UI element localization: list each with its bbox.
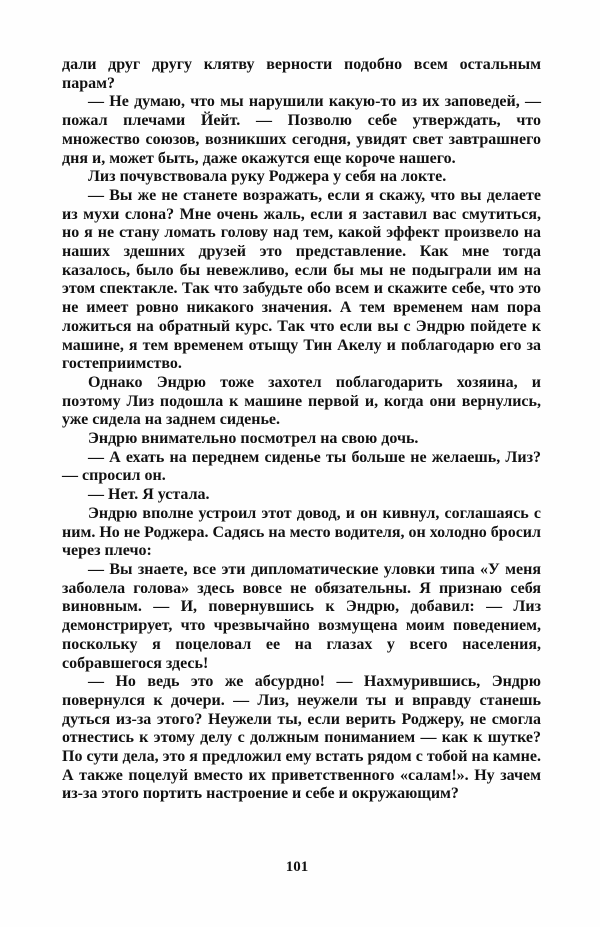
paragraph: — Нет. Я устала. [88, 486, 210, 504]
paragraph: — Но ведь это же абсурдно! — Нахмурившись, Эндрю повернулся к дочери. — Лиз, неужели ты и вправду станешь дуться из-за этого? Неужели ты, если верить Роджеру, не смогла отнестись к этому делу с должным пониманием — как к шутке? По сути дела, это я предложил ему встать рядом с тобой на камне. А также поцелуй вместо их приветственного «салам!». Ну зачем из-за этого портить настроение и себе и окружающим? [62, 673, 541, 803]
paragraph: — Не думаю, что мы нарушили какую-то из их заповедей, — пожал плечами Йейт. — Позволю себе утверждать, что множество союзов, возникших сегодня, увидят свет завтрашнего дня и, может быть, даже окажутся еще короче нашего. [62, 93, 541, 167]
paragraph: Лиз почувствовала руку Роджера у себя на локте. [88, 168, 447, 186]
text-block [62, 56, 541, 804]
paragraph: дали друг другу клятву верности подобно всем остальным парам? [62, 56, 541, 92]
paragraph: Однако Эндрю тоже захотел поблагодарить хозяина, и поэтому Лиз подошла к машине первой и, когда они вернулись, уже сидела на заднем сиденье. [62, 373, 541, 429]
paragraph: Эндрю внимательно посмотрел на свою дочь. [88, 430, 419, 448]
paragraph: — Вы знаете, все эти дипломатические уловки типа «У меня заболела голова» здесь вовсе не обязательны. Я признаю себя виновным. — И, повернувшись к Эндрю, добавил: — Лиз демонстрирует, что чрезвычайно возмущена моим поведением, поскольку я поцеловал ее на глазах у всего населения, собравшегося здесь! [62, 560, 541, 672]
paragraph: — А ехать на переднем сиденье ты больше не желаешь, Лиз? — спросил он. [62, 448, 541, 485]
page-number: 101 [285, 859, 309, 875]
paragraph: — Вы же не станете возражать, если я скажу, что вы делаете из мухи слона? Мне очень жаль, если я заставил вас смутиться, но я не стану ломать голову над тем, какой эффект произвело на наших здешних друзей это представление. Как мне тогда казалось, было бы невежливо, если бы мы не подыграли им на этом спектакле. Так что забудьте обо всем и скажите себе, что это не имеет ровно никакого значения. А тем временем нам пора ложиться на обратный курс. Так что если вы с Эндрю пойдете к машине, я тем временем отыщу Тин Акелу и поблагодарю его за гостеприимство. [62, 186, 541, 373]
paragraph: Эндрю вполне устроил этот довод, и он кивнул, соглашаясь с ним. Но не Роджера. Садясь на место водителя, он холодно бросил через плечо: [62, 504, 541, 560]
